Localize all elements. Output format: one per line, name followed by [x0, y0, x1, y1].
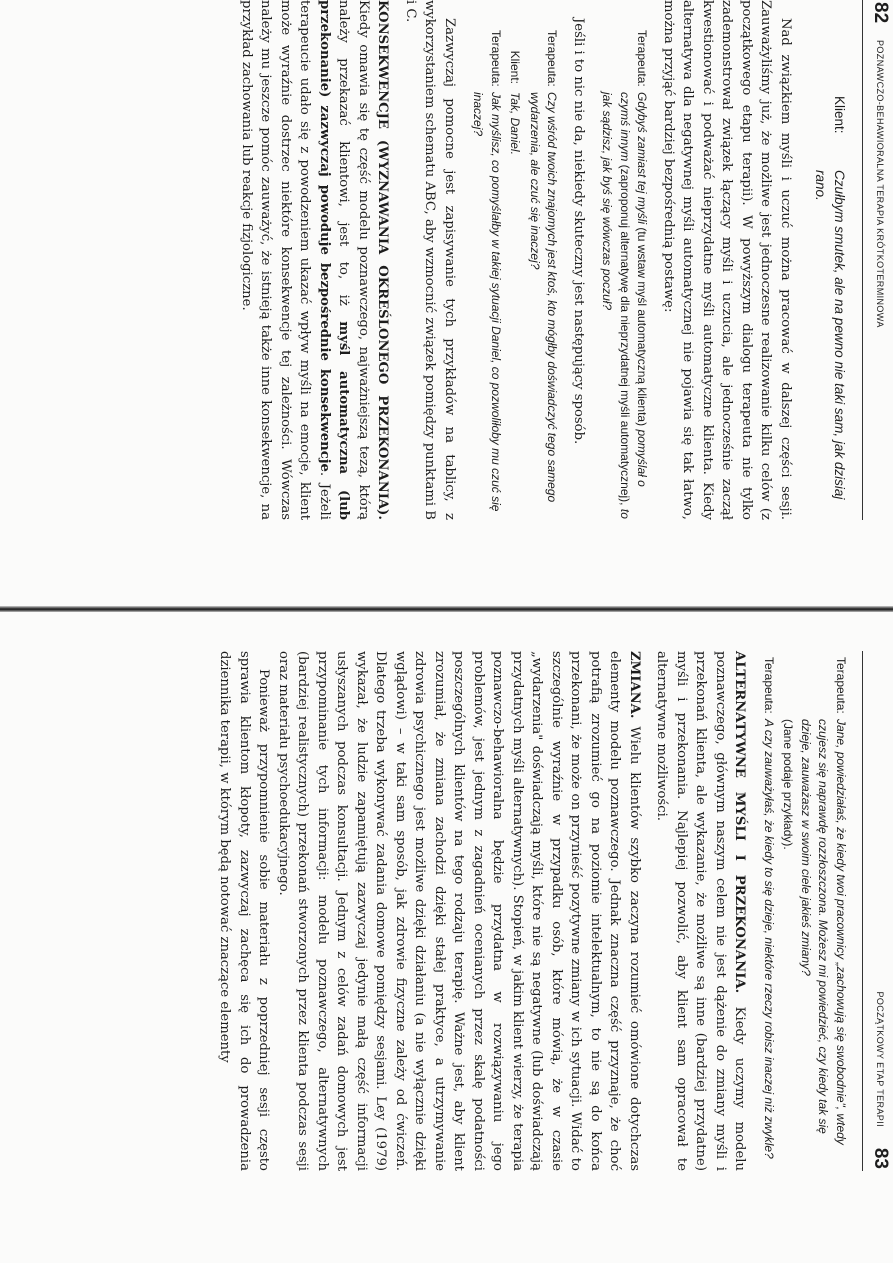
- text-part: . Jeżeli terapeucie udało się z powodzeniem ukazać wpływ myśli na emocje, klient może wyraźnie dostrzec niektóre konsekwencje tej zależności. Wówczas należy mu jeszcze pomóc zauważyć, że istnieją także inne konsekwencje, na przykład zachowania lub reakcje fizjologiczne.: [239, 0, 332, 520]
- page-83-body: [215, 651, 849, 1171]
- paragraph: Jeśli i to nic nie da, niekiedy skuteczny jest następujący sposób.: [571, 18, 586, 445]
- text-part: pomyślał o czymś innym: [618, 92, 650, 487]
- running-header-82: [862, 0, 893, 520]
- paragraph: [274, 651, 645, 1171]
- page-82: [113, 0, 893, 520]
- page-82-body: [237, 0, 850, 520]
- running-head-title: POCZĄTKOWY ETAP TERAPII: [875, 991, 885, 1127]
- dialogue-line: [506, 30, 524, 520]
- paragraph: [652, 651, 750, 1171]
- dialogue-line: [811, 96, 849, 520]
- speaker-text: Tak, Daniel.: [508, 92, 523, 155]
- speaker-label: Klient:: [832, 96, 847, 134]
- dialogue-line: [526, 30, 561, 520]
- page-number: 82: [870, 2, 891, 24]
- text-part: Kiedy omawia się tę część modelu poznawczego, najważniejszą tezą, którą należy przekazać klientowi, jest to, iż: [336, 0, 371, 520]
- text-part: to jak sądzisz, jak byś się wówczas poczuł?: [600, 92, 632, 519]
- text-part: Gdybyś zamiast tej myśli: [635, 92, 650, 225]
- dialogue-block: [469, 30, 561, 520]
- running-head-title: POZNAWCZO-BEHAWIORALNA TERAPIA KRÓTKOTERMINOWA: [875, 40, 885, 328]
- section-heading: KONSEKWENCJE (WYZNAWANIA OKREŚLONEGO PRZEKONANIA).: [375, 0, 391, 520]
- speaker-label: Terapeuta:: [489, 30, 503, 87]
- text-note: (tu wstaw myśl automatyczną klienta): [635, 224, 650, 430]
- speaker-text: [779, 719, 849, 1171]
- running-header-83: [862, 651, 893, 1171]
- book-spine: [0, 606, 893, 612]
- speaker-label: Terapeuta:: [545, 30, 560, 87]
- text-part: Wielu klientów szybko zaczyna rozumieć omówione dotychczas elementy modelu poznawczego. Jednak znaczna część przyznaje, że choć potrafią zrozumieć go na poziomie intelektualnym, to nie są do końca przekonani, że może on przynieść pozytywne zmiany w ich sytuacji. Widać to szczególnie wyraźnie w przypadku osób, które mówią, że w czasie „wydarzenia" doświadczają myśli, które nie są negatywne (lub doświadczają przydatnych myśli alternatywnych). Stopień, w jakim klient wierzy, że terapia poznawczo-behawioralna będzie przydatna w rozwiązywaniu jego problemów, jest jednym z zagadnień ocenianych przez skalę podatności poszczególnych klientów na tego rodzaju terapię. Ważne jest, aby klient zrozumiał, że zmiana zachodzi dzięki stałej praktyce, a utrzymywanie zdrowia psychicznego jest możliwe dzięki działaniu (a nie wyłącznie dzięki wglądowi) – w taki sam sposób, jak zdrowie fizyczne zależy od ćwiczeń. Dlatego trzeba wykonywać zadania domowe pomiędzy sesjami. Ley (1979) wykazał, że ludzie zapamiętują zazwyczaj jedynie małą część informacji usłyszanych podczas konsultacji. Jednym z celów zadań domowych jest przypominanie tych informacji: modelu poznawczego, alternatywnych (bardziej realistycznych) przekonań stworzonych przez klienta podczas sesji oraz materiału psychoedukacyjnego.: [276, 651, 642, 1171]
- dialogue-line: [469, 30, 504, 520]
- paragraph: Zazwyczaj pomocne jest zapisywanie tych przykładów na tablicy, z wykorzystaniem schematu ABC, aby wzmocnić związek pomiędzy punktami B i C.: [403, 0, 457, 520]
- dialogue-line: [779, 657, 849, 1171]
- emphasis: myśl automatyczna (lub przekonanie) zazwyczaj powoduje bezpośrednie konsekwencje: [317, 0, 352, 521]
- speaker-label: Terapeuta:: [762, 657, 776, 714]
- speaker-text: Jak myślisz, co pomyślałby w takiej sytuacji Daniel, co pozwoliłoby mu czuć się inaczej?: [471, 92, 503, 512]
- page-83: [113, 651, 893, 1171]
- dialogue-block: [760, 657, 850, 1171]
- paragraph: Ponieważ przypomnienie sobie materiału z poprzedniej sesji często sprawia klientom kłopoty, zazwyczaj zachęca się ich do prowadzenia dziennika terapii, w którym będą notować znaczące elementy: [217, 651, 272, 1171]
- text-note: (Jane podaje przykłady).: [781, 719, 796, 850]
- speaker-label: Terapeuta:: [834, 657, 848, 714]
- text-part: Jane, powiedziałaś, że kiedy twoi pracownicy „zachowują się swobodnie", wtedy czujesz się naprawdę rozzłoszczona. Możesz mi powiedzieć, czy kiedy tak się dzieje, zauważasz w swoim ciele jakieś zmiany?: [799, 719, 848, 1145]
- dialogue-line: [760, 657, 778, 1171]
- speaker-text: Czułbym smutek, ale na pewno nie taki sam, jak dzisiaj rano.: [813, 170, 847, 500]
- speaker-text: Czy wśród twoich znajomych jest ktoś, kto mógłby doświadczyć tego samego wydarzenia, ale czuć się inaczej?: [528, 92, 560, 503]
- text-note: (zaproponuj alternatywę dla nieprzydatnej myśli automatycznej),: [618, 161, 632, 509]
- paragraph: [237, 0, 393, 520]
- section-heading: ALTERNATYWNE MYŚLI I PRZEKONANIA.: [732, 651, 748, 994]
- page-number: 83: [870, 1147, 891, 1169]
- speaker-label: Klient:: [508, 50, 523, 84]
- dialogue-line: [598, 30, 651, 520]
- speaker-text: A czy zauważyłaś, że kiedy to się dzieje, niektóre rzeczy robisz inaczej niż zwykle?: [762, 719, 776, 1159]
- paragraph: Nad związkiem myśli i uczuć można pracować w dalszej części sesji. Zauważyliśmy już, że możliwe jest jednoczesne realizowanie kilku celów (z początkowego etapu terapii). W powyższym dialogu terapeuta nie tylko zademonstrował związek łączący myśli i uczucia, ale jednocześnie zaczął kwestionować i podważać nieprzydatne myśli automatyczne klienta. Kiedy alternatywa dla negatywnej myśli automatycznej nie pojawia się tak łatwo, można przyjąć bardziej bezpośrednią postawę:: [661, 0, 793, 520]
- section-heading: ZMIANA.: [627, 651, 642, 719]
- speaker-label: Terapeuta:: [635, 30, 650, 87]
- speaker-text: [598, 92, 651, 520]
- text-part: Kiedy uczymy modelu poznawczego, głównym naszym celem nie jest dążenie do zmiany myśli i przekonań klienta, ale wykazanie, że możliwe są inne (bardziej przydatne) myśli i przekonania. Najlepiej pozwolić, aby klient sam opracował te alternatywne możliwości.: [654, 651, 748, 1171]
